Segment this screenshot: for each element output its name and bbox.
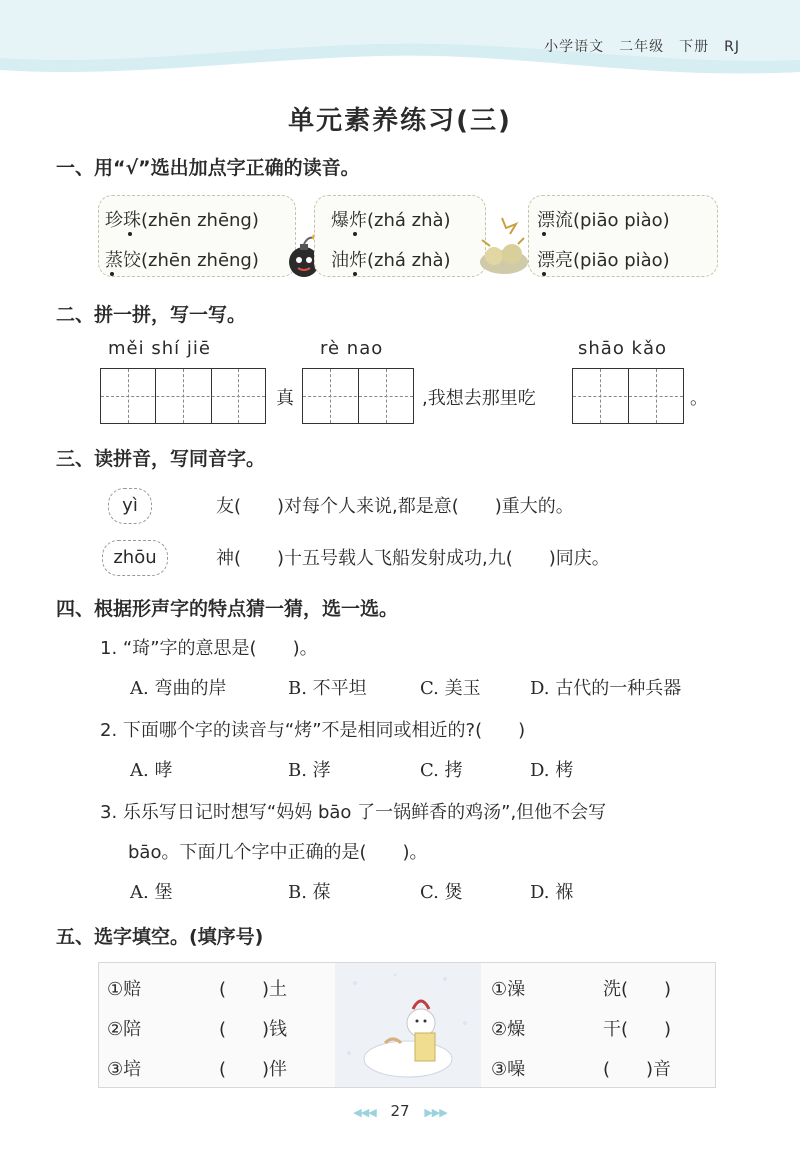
pinyin-meishijie: měi shí jiē xyxy=(108,338,211,359)
writing-grid-2b[interactable] xyxy=(572,368,684,424)
emphasis-dot xyxy=(542,232,546,236)
q4-3-option-b: B. 葆 xyxy=(288,882,331,903)
q4-2-option-b: B. 涍 xyxy=(288,760,331,781)
q5-right-label-3: ③噪 xyxy=(491,1059,526,1080)
page-number: 27 xyxy=(390,1102,410,1120)
q4-3-option-a: A. 堡 xyxy=(130,882,173,903)
page-title: 单元素养练习(三) xyxy=(288,106,512,136)
q5-right-blank-2: 干( ) xyxy=(603,1019,672,1040)
q2-text-middle: ,我想去那里吃 xyxy=(422,388,536,409)
section-4-heading: 四、根据形声字的特点猜一猜，选一选。 xyxy=(56,598,399,620)
q4-3-option-d: D. 褓 xyxy=(530,882,574,903)
q4-question-2: 2. 下面哪个字的读音与“烤”不是相同或相近的?( ) xyxy=(100,720,526,741)
q1-item: 珍珠(zhēn zhēng) xyxy=(105,210,259,231)
q5-right-label-2: ②燥 xyxy=(491,1019,526,1040)
writing-grid-2[interactable] xyxy=(302,368,414,424)
q4-question-3: 3. 乐乐写日记时想写“妈妈 bāo 了一锅鲜香的鸡汤”,但他不会写 xyxy=(100,802,607,823)
q3-sentence-1: 友( )对每个人来说,都是意( )重大的。 xyxy=(216,496,574,517)
q5-right-blank-1: 洗( ) xyxy=(603,979,672,1000)
section-2-heading: 二、拼一拼，写一写。 xyxy=(56,304,247,326)
q4-1-option-c: C. 美玉 xyxy=(420,678,481,699)
q4-question-3-cont: bāo。下面几个字中正确的是( )。 xyxy=(128,842,428,863)
section-3-heading: 三、读拼音，写同音字。 xyxy=(56,448,266,470)
prev-arrows-icon: ◀◀◀ xyxy=(353,1106,376,1119)
q5-right-blank-3: ( )音 xyxy=(603,1059,672,1080)
q5-table xyxy=(98,962,716,1088)
q1-item: 蒸饺(zhēn zhēng) xyxy=(105,250,259,271)
q5-left-label-2: ②陪 xyxy=(107,1019,142,1040)
pinyin-tag-zhou: zhōu xyxy=(102,540,168,576)
q4-2-option-a: A. 哮 xyxy=(130,760,173,781)
q5-left-blank-2: ( )钱 xyxy=(219,1019,288,1040)
emphasis-dot xyxy=(542,272,546,276)
emphasis-dot xyxy=(353,232,357,236)
q4-1-option-b: B. 不平坦 xyxy=(288,678,367,699)
pinyin-tag-yi: yì xyxy=(108,488,152,524)
q4-1-option-d: D. 古代的一种兵器 xyxy=(530,678,682,699)
q5-left-label-1: ①赔 xyxy=(107,979,142,1000)
explosion-illustration xyxy=(476,210,532,280)
q3-sentence-2: 神( )十五号载人飞船发射成功,九( )同庆。 xyxy=(216,548,610,569)
emphasis-dot xyxy=(128,232,132,236)
emphasis-dot xyxy=(353,272,357,276)
emphasis-dot xyxy=(110,272,114,276)
section-1-heading: 一、用“√”选出加点字正确的读音。 xyxy=(56,157,360,179)
q1-item: 漂流(piāo piào) xyxy=(537,210,670,231)
header-subject-label: 小学语文 二年级 下册 RJ xyxy=(544,39,740,55)
page-footer xyxy=(0,1102,800,1120)
next-arrows-icon: ▶▶▶ xyxy=(424,1106,447,1119)
snowman-illustration xyxy=(335,963,481,1087)
q1-group-2-box xyxy=(314,195,486,277)
q1-group-1-box xyxy=(98,195,296,277)
writing-grid-3[interactable] xyxy=(100,368,266,424)
q2-text-end: 。 xyxy=(690,388,708,409)
q4-2-option-d: D. 栲 xyxy=(530,760,574,781)
q5-left-blank-3: ( )伴 xyxy=(219,1059,288,1080)
q5-left-blank-1: ( )土 xyxy=(219,979,288,1000)
q1-item: 油炸(zhá zhà) xyxy=(331,250,451,271)
q4-question-1: 1. “琦”字的意思是( )。 xyxy=(100,638,318,659)
q1-item: 漂亮(piāo piào) xyxy=(537,250,670,271)
q1-group-3-box xyxy=(528,195,718,277)
q1-item: 爆炸(zhá zhà) xyxy=(331,210,451,231)
pinyin-renao: rè nao xyxy=(320,338,384,359)
q5-left-label-3: ③培 xyxy=(107,1059,142,1080)
q2-text-zhen: 真 xyxy=(276,388,294,409)
q4-1-option-a: A. 弯曲的岸 xyxy=(130,678,227,699)
q4-2-option-c: C. 拷 xyxy=(420,760,463,781)
pinyin-shaokao: shāo kǎo xyxy=(578,338,668,359)
q4-3-option-c: C. 煲 xyxy=(420,882,463,903)
section-5-heading: 五、选字填空。(填序号) xyxy=(56,926,264,948)
q5-right-label-1: ①澡 xyxy=(491,979,526,1000)
